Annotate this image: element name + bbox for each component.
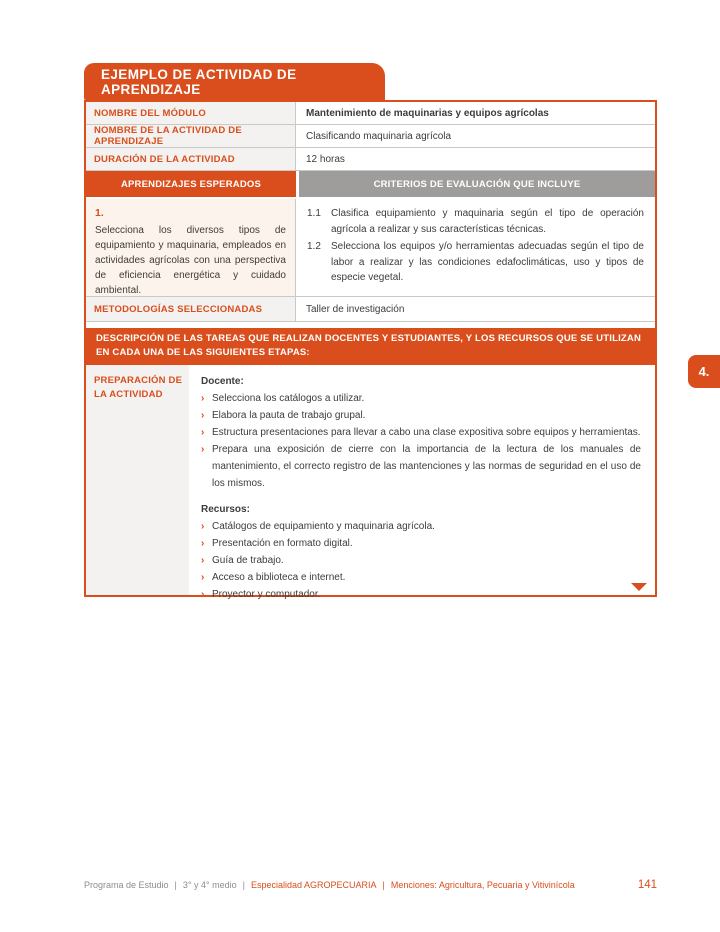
chevron-bullet-icon: › [201,443,205,455]
list-item-text: Presentación en formato digital. [212,537,353,549]
preparation-label: PREPARACIÓN DE LA ACTIVIDAD [86,365,189,595]
chevron-bullet-icon: › [201,537,205,549]
module-name-value: Mantenimiento de maquinarias y equipos agrícolas [306,107,549,119]
criteria-text: Selecciona los equipos y/o herramientas adecuadas según el tipo de labor a realizar y las condiciones edafoclimáticas, uso y tipos de especie vegetal. [331,241,644,283]
page-footer [84,877,657,893]
list-item-text: Proyector y computador. [212,588,321,600]
expected-learning-cell [86,199,296,296]
criteria-cell [296,199,655,296]
criteria-item [307,239,644,286]
list-item-text: Elabora la pauta de trabajo grupal. [212,409,366,421]
activity-example-title: EJEMPLO DE ACTIVIDAD DE APRENDIZAJE [101,66,297,97]
criteria-number: 1.2 [307,241,321,252]
list-item-text: Prepara una exposición de cierre con la importancia de la lectura de los manuales de mantenimiento, el correcto registro de las mantenciones y las normas de seguridad en el uso de los mismos. [212,443,641,489]
activity-name-value: Clasificando maquinaria agrícola [306,130,452,142]
footer-specialty: Especialidad AGROPECUARIA [250,880,377,890]
list-item-text: Catálogos de equipamiento y maquinaria agrícola. [212,520,435,532]
list-item [201,535,641,552]
activity-example-title-tab [84,63,385,100]
list-item [201,390,641,407]
list-item [201,569,641,586]
preparation-content [189,365,655,600]
chapter-tab-label: 4. [698,364,710,379]
list-item [201,424,641,441]
footer-separator: | [174,880,177,890]
learning-criteria-row [86,199,655,297]
table-row-activity-name [86,125,655,148]
learning-number: 1. [95,207,104,219]
list-item-text: Selecciona los catálogos a utilizar. [212,392,365,404]
chapter-tab [688,355,720,388]
footer-program: Programa de Estudio [84,880,169,890]
criteria-number: 1.1 [307,208,321,219]
module-name-label: NOMBRE DEL MÓDULO [86,102,296,124]
preparation-row [86,365,655,600]
methodology-row [86,297,655,322]
list-item-text: Acceso a biblioteca e internet. [212,571,346,583]
docente-list-header: Docente: [201,375,244,387]
duration-label: DURACIÓN DE LA ACTIVIDAD [86,148,296,170]
page-number: 141 [637,879,657,891]
list-item [201,407,641,424]
chevron-bullet-icon: › [201,571,205,583]
footer-separator: | [242,880,245,890]
description-band: DESCRIPCIÓN DE LAS TAREAS QUE REALIZAN DOCENTES Y ESTUDIANTES, Y LOS RECURSOS QUE SE UTILIZAN EN CADA UNA DE LAS SIGUIENTES ETAPAS: [86,328,655,365]
activity-table [84,100,657,600]
table-row-duration [86,148,655,171]
chevron-bullet-icon: › [201,588,205,600]
list-item-text: Guía de trabajo. [212,554,284,566]
chevron-bullet-icon: › [201,554,205,566]
criteria-text: Clasifica equipamiento y maquinaria según el tipo de operación agrícola a realizar y sus características técnicas. [331,208,644,235]
footer-grade: 3° y 4° medio [182,880,237,890]
list-item-text: Estructura presentaciones para llevar a cabo una clase expositiva sobre equipos y herramientas. [212,426,641,438]
chevron-bullet-icon: › [201,392,205,404]
criteria-item [307,206,644,237]
list-item [201,441,641,492]
chevron-bullet-icon: › [201,409,205,421]
list-item [201,586,641,603]
table-continues-down-icon [631,583,647,591]
learning-text: Selecciona los diversos tipos de equipamiento y maquinaria, empleados en actividades agrícolas con una perspectiva de eficiencia energética y cuidado ambiental. [95,224,286,296]
table-row-module [86,102,655,125]
chevron-bullet-icon: › [201,426,205,438]
methodology-label: METODOLOGÍAS SELECCIONADAS [86,297,296,321]
evaluation-criteria-header: CRITERIOS DE EVALUACIÓN QUE INCLUYE [299,171,655,197]
chevron-bullet-icon: › [201,520,205,532]
activity-name-label: NOMBRE DE LA ACTIVIDAD DE APRENDIZAJE [86,125,296,147]
duration-value: 12 horas [306,153,345,165]
expected-learning-header: APRENDIZAJES ESPERADOS [86,171,296,197]
methodology-value: Taller de investigación [306,303,405,315]
recursos-list-header: Recursos: [201,503,250,515]
list-item [201,552,641,569]
list-item [201,518,641,535]
table-header-row [86,171,655,199]
footer-mentions: Menciones: Agricultura, Pecuaria y Vitivinícola [390,880,575,890]
footer-separator: | [382,880,385,890]
